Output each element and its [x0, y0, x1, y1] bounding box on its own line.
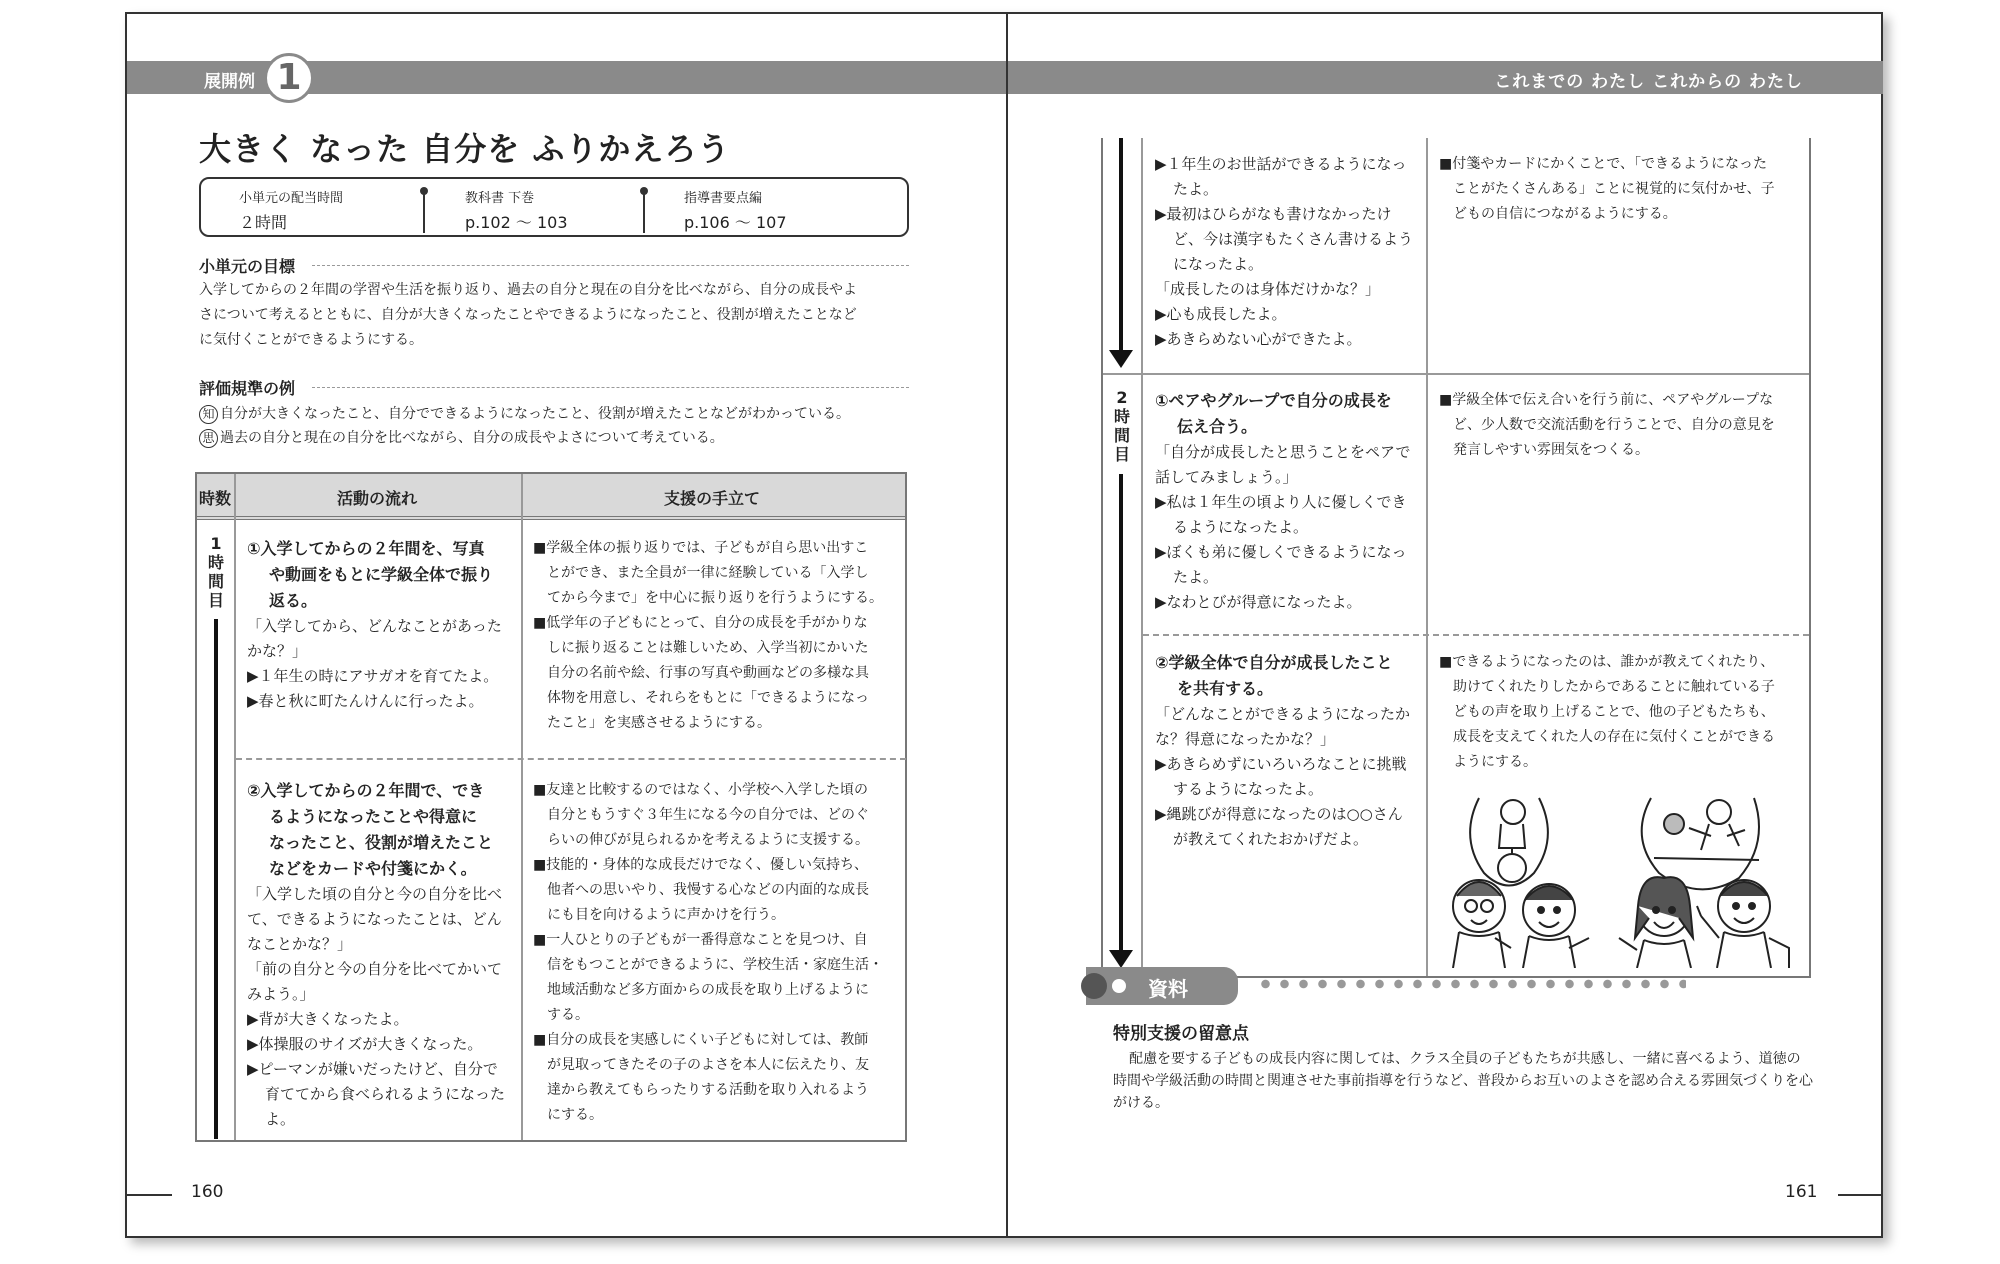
criteria-thinking: 思 過去の自分と現在の自分を比べながら、自分の成長やよさについて考えている。	[199, 426, 911, 450]
dotted-rule	[1256, 978, 1686, 990]
row-divider	[1143, 634, 1809, 636]
tag-icon	[1081, 973, 1107, 999]
support-2-cont: ■付箋やカードにかくことで、「できるようになった ことがたくさんある」ことに視覚的に気付かせ、子 どもの自信につながるようにする。	[1439, 156, 1775, 222]
book-spread	[125, 12, 1883, 1238]
hour-2-timeline	[1119, 474, 1123, 954]
activity-3: ①ペアやグループで自分の成長を 伝え合う。 「自分が成長したと思うことをペアで 話してみましょう。」 ▶私は１年生の頃より人に優しくでき るようになったよ。 ▶ぼくも弟に優しくできるようになっ たよ。 ▶なわとびが得意になったよ。	[1155, 391, 1411, 611]
support-1: ■学級全体の振り返りでは、子どもが自ら思い出すこ とができ、また全員が一律に経験している「入学し てから今まで」を中心に振り返りを行うようにする。 ■低学年の子どもにとって、自分の成長を手がかりな しに振り返ることは難しいため、入学当初にかいた 自分の名前や絵、行事の写真や動画などの多様な具 体物を用意し、それらをもとに「できるようになっ たこと」を実感させるようにする。	[533, 540, 883, 731]
activity-2: ②入学してからの２年間で、でき るようになったことや得意に なったこと、役割が増えたこと などをカードや付箋にかく。 「入学した頃の自分と今の自分を比べ て、できるようになったことは、どん なことかな？」 「前の自分と今の自分を比べてかいて みよう。」 ▶背が大きくなったよ。 ▶体操服のサイズが大きくなった。 ▶ピーマンが嫌いだったけど、自分で 育ててから食べられるようになった よ。	[247, 781, 506, 1128]
header-support: 支援の手立て	[664, 489, 761, 508]
activity-4: ②学級全体で自分が成長したこと を共有する。 「どんなことができるようになったか な？得意になったかな？」 ▶あきらめずにいろいろなことに挑戦 するようになったよ。 ▶縄跳びが得意になったのは○○さん が教えてくれたおかげだよ。	[1155, 653, 1411, 848]
activity-2-cont: ▶１年生のお世話ができるようになっ たよ。 ▶最初はひらがなも書けなかったけ ど、今は漢字もたくさん書けるよう になったよ。 「成長したのは身体だけかな？」 ▶心も成長したよ。 ▶あきらめない心ができたよ。	[1155, 155, 1414, 348]
criteria-list	[199, 402, 911, 450]
page-title: 大きく なった 自分を ふりかえろう	[199, 130, 731, 168]
resource-tab: 資料	[1086, 967, 1238, 1005]
page-gutter	[1006, 14, 1008, 1236]
criteria-knowledge: 知 自分が大きくなったこと、自分でできるようになったこと、役割が増えたことなどがわかっている。	[199, 402, 911, 426]
hour-1-label: 1 時 間 目	[207, 534, 224, 610]
info-hours: 小単元の配当時間 ２時間	[239, 191, 344, 232]
goal-heading-rule	[312, 265, 909, 266]
table-header	[197, 474, 905, 520]
timeline-arrow	[1109, 950, 1133, 968]
page-number-left: 160	[191, 1182, 224, 1202]
resource-body: 配慮を要する子どもの成長内容に関しては、クラス全員の子どもたちが共感し、一緒に喜べるよう、道徳の時間や学級活動の時間と関連させた事前指導を行うなど、普段からお互いのよさを認め合える雰囲気づくりを心がける。	[1113, 1051, 1813, 1111]
left-header-band	[127, 57, 1006, 98]
unit-title: これまでの わたし これからの わたし	[1494, 72, 1803, 92]
info-box	[199, 177, 909, 237]
support-4: ■できるようになったのは、誰かが教えてくれたり、 助けてくれたりしたからであることに触れている子 どもの声を取り上げることで、他の子どもたちも、 成長を支えてくれた人の存在に気付くことができる ようにする。	[1439, 654, 1775, 770]
support-2: ■友達と比較するのではなく、小学校へ入学した頃の 自分ともうすぐ３年生になる今の自分では、どのぐ らいの伸びが見られるかを考えるように支援する。 ■技能的・身体的な成長だけでなく、優しい気持ち、 他者への思いやり、我慢する心などの内面的な成長 にも目を向けるように声かけを行う。 ■一人ひとりの子どもが一番得意なことを見つけ、自 信をもつことができるように、学校生活・家庭生活・ 地域活動など多方面からの成長を取り上げるように する。 ■自分の成長を実感しにくい子どもに対しては、教師 が見取ってきたその子のよさを本人に伝えたり、友 達から教えてもらったりする活動を取り入れるよう にする。	[533, 782, 883, 1123]
hour-1-timeline-cont	[1119, 138, 1123, 353]
info-divider	[643, 189, 645, 233]
header-hours: 時数	[199, 489, 232, 508]
activity-table-continued	[1101, 138, 1811, 978]
page-number-right: 161	[1785, 1182, 1818, 1202]
info-guide: 指導書要点編 p.106 〜 107	[684, 191, 787, 232]
header-flow: 活動の流れ	[337, 489, 418, 508]
children-illustration	[1439, 788, 1807, 968]
example-number-badge: 1	[264, 53, 314, 103]
resource-heading: 特別支援の留意点	[1113, 1024, 1249, 1044]
hour-2-label: 2 時 間 目	[1113, 388, 1130, 464]
goal-heading: 小単元の目標	[199, 257, 296, 276]
support-3: ■学級全体で伝え合いを行う前に、ペアやグループな ど、少人数で交流活動を行うことで、自分の意見を 発言しやすい雰囲気をつくる。	[1439, 392, 1775, 458]
hour-divider	[1103, 373, 1809, 375]
criteria-heading-rule	[312, 387, 909, 388]
goal-text: 入学してからの２年間の学習や生活を振り返り、過去の自分と現在の自分を比べながら、自分の成長やよ さについて考えるとともに、自分が大きくなったことやできるようになったこと、役割が増えたことなど に気付くことができるようにする。	[199, 282, 857, 348]
header-label: 展開例	[204, 72, 255, 92]
right-header-band	[1008, 61, 1883, 94]
hour-1-timeline	[214, 619, 218, 1139]
criteria-heading: 評価規準の例	[199, 379, 296, 398]
timeline-arrow	[1109, 350, 1133, 368]
row-divider	[236, 758, 906, 760]
info-divider	[423, 189, 425, 233]
activity-table	[195, 472, 907, 1142]
activity-1: ①入学してからの２年間を、写真 や動画をもとに学級全体で振り 返る。 「入学してから、どんなことがあった かな？」 ▶１年生の時にアサガオを育てたよ。 ▶春と秋に町たんけんに行ったよ。	[247, 539, 502, 710]
info-textbook: 教科書 下巻 p.102 〜 103	[465, 191, 568, 232]
